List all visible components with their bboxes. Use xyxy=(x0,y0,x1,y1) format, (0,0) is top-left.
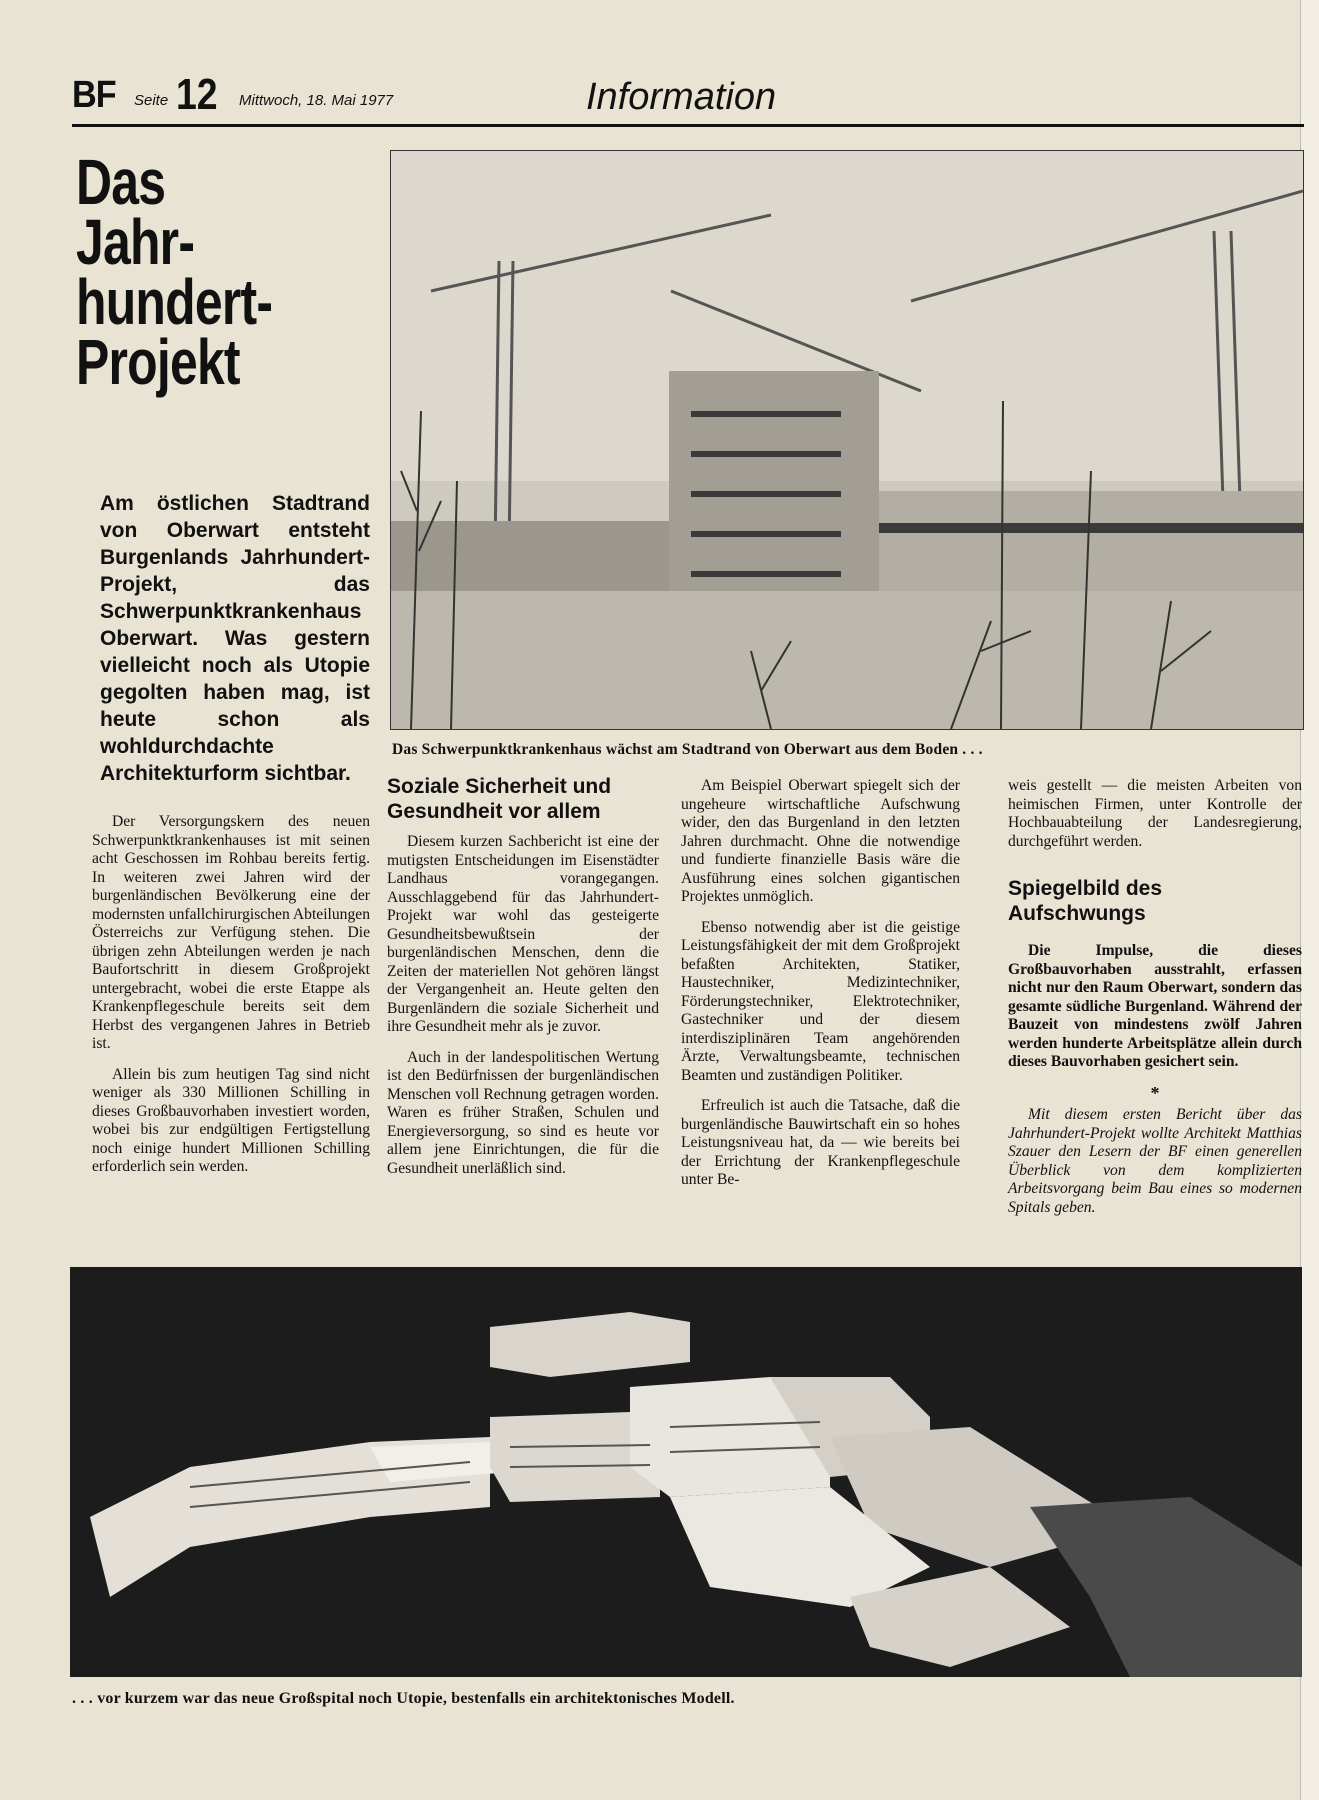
paragraph: Allein bis zum heutigen Tag sind nicht weniger als 330 Millionen Schilling in dieses Großbauvorhaben investiert worden, wobei bis zur endgültigen Fertigstellung noch einige hundert Millionen Schilling erforderlich sein werden. xyxy=(92,1065,370,1175)
page-label: Seite xyxy=(134,92,169,109)
paragraph: weis gestellt — die meisten Arbeiten von heimischen Firmen, unter Kontrolle der Hochbauabteilung der Landesregierung, durchgeführt werden. xyxy=(1008,777,1302,850)
article-lead: Am östlichen Stadtrand von Oberwart entsteht Burgenlands Jahrhundert-Projekt, das Schwerpunktkrankenhaus Oberwart. Was gestern vielleicht noch als Utopie gegolten haben mag, ist heute schon als wohldurchdachte Architekturform sichtbar. xyxy=(100,492,370,785)
paragraph: Der Versorgungskern des neuen Schwerpunktkrankenhauses ist mit seinen acht Geschossen im Rohbau bereits fertig. In weiteren zwei Jahren wird der burgenländischen Bevölkerung eine der modernsten unfallchirurgischen Abteilungen Österreichs zur Verfügung stehen. Die übrigen zehn Abteilungen werden je nach Baufortschritt in diesem Großprojekt untergebracht, wobei die erste Etappe als Krankenpflegeschule bereits seit dem Herbst des vergangenen Jahres in Betrieb ist. xyxy=(92,813,370,1052)
paragraph: Erfreulich ist auch die Tatsache, daß die burgenländische Bauwirtschaft ein so hohes Leistungsniveau hat, da — wie bereits bei der Errichtung der Krankenpflegeschule unter Be- xyxy=(681,1097,960,1188)
construction-photo xyxy=(390,150,1304,730)
paragraph: Auch in der landespolitischen Wertung ist den Bedürfnissen der burgenländischen Menschen voll Rechnung getragen worden. Waren es früher Straßen, Schulen und Energieversorgung, so sind es heute vor allem jene Einrichtungen, die für die Gesundheit unerläßlich sind. xyxy=(387,1048,659,1177)
paragraph: Diesem kurzen Sachbericht ist eine der mutigsten Entscheidungen im Eisenstädter Landhaus vorangegangen. Ausschlaggebend für das Jahrhundert-Projekt war wohl das gesteigerte Gesundheitsbewußtsein der burgenländischen Menschen, denn die Zeiten der materiellen Not gehören längst der Vergangenheit an. Heute gelten den Burgenländern die soziale Sicherheit und ihre Gesundheit mehr als je zuvor. xyxy=(387,833,659,1035)
photo-caption-top: Das Schwerpunktkrankenhaus wächst am Stadtrand von Oberwart aus dem Boden . . . xyxy=(392,741,983,758)
headline-line: Projekt xyxy=(76,326,240,398)
subheading-reflection: Spiegelbild des Aufschwungs xyxy=(1008,877,1163,925)
page-number: 12 xyxy=(176,70,218,119)
article-headline xyxy=(76,146,310,398)
header-rule xyxy=(72,124,1304,127)
photo-caption-bottom: . . . vor kurzem war das neue Großspital noch Utopie, bestenfalls ein architektonisches Modell. xyxy=(72,1690,735,1707)
issue-date: Mittwoch, 18. Mai 1977 xyxy=(239,92,394,109)
paragraph: Ebenso notwendig aber ist die geistige Leistungsfähigkeit der mit dem Großprojekt befaßten Architekten, Statiker, Haustechniker, Medizintechniker, Förderungstechniker, Elektrotechniker, Gastechniker und der diesem interdisziplinären Team angehörenden Ärzte, Verwaltungsbeamte, technischen Beamten und zuständigen Politiker. xyxy=(681,918,960,1084)
column-4 xyxy=(1008,777,1302,863)
column-1 xyxy=(92,813,370,1189)
page-header xyxy=(72,70,1304,120)
column-3 xyxy=(681,777,960,1202)
architecture-model-photo xyxy=(70,1267,1302,1677)
column-2 xyxy=(387,833,659,1190)
column-4-lower xyxy=(1008,942,1302,1229)
asterisk-separator: * xyxy=(1150,1082,1160,1103)
subheading-social-security: Soziale Sicherheit und Gesundheit vor allem xyxy=(387,775,612,823)
headline-line: hundert- xyxy=(76,266,273,338)
bold-paragraph: Die Impulse, die dieses Großbauvorhaben ausstrahlt, erfassen nicht nur den Raum Oberwart, sondern das gesamte südliche Burgenland. Während der Bauzeit von mindestens zwölf Jahren werden hunderte Arbeitsplätze allein durch dieses Bauvorhaben gesichert sein. xyxy=(1008,942,1302,1070)
section-title: Information xyxy=(586,76,777,118)
newspaper-logo: BF xyxy=(72,74,116,116)
paragraph: Am Beispiel Oberwart spiegelt sich der ungeheure wirtschaftliche Aufschwung wider, den das Burgenland in den letzten Jahren durchmacht. Ohne die notwendige und fundierte finanzielle Basis wäre die Ausführung eines solchen gigantischen Projektes unmöglich. xyxy=(681,777,960,905)
headline-line: Das xyxy=(76,146,166,218)
italic-note: Mit diesem ersten Bericht über das Jahrhundert-Projekt wollte Architekt Matthias Szauer den Lesern der BF einen generellen Überblick von dem komplizierten Arbeitsvorgang beim Bau eines so modernen Spitals geben. xyxy=(1008,1106,1302,1216)
headline-line: Jahr- xyxy=(76,206,195,278)
